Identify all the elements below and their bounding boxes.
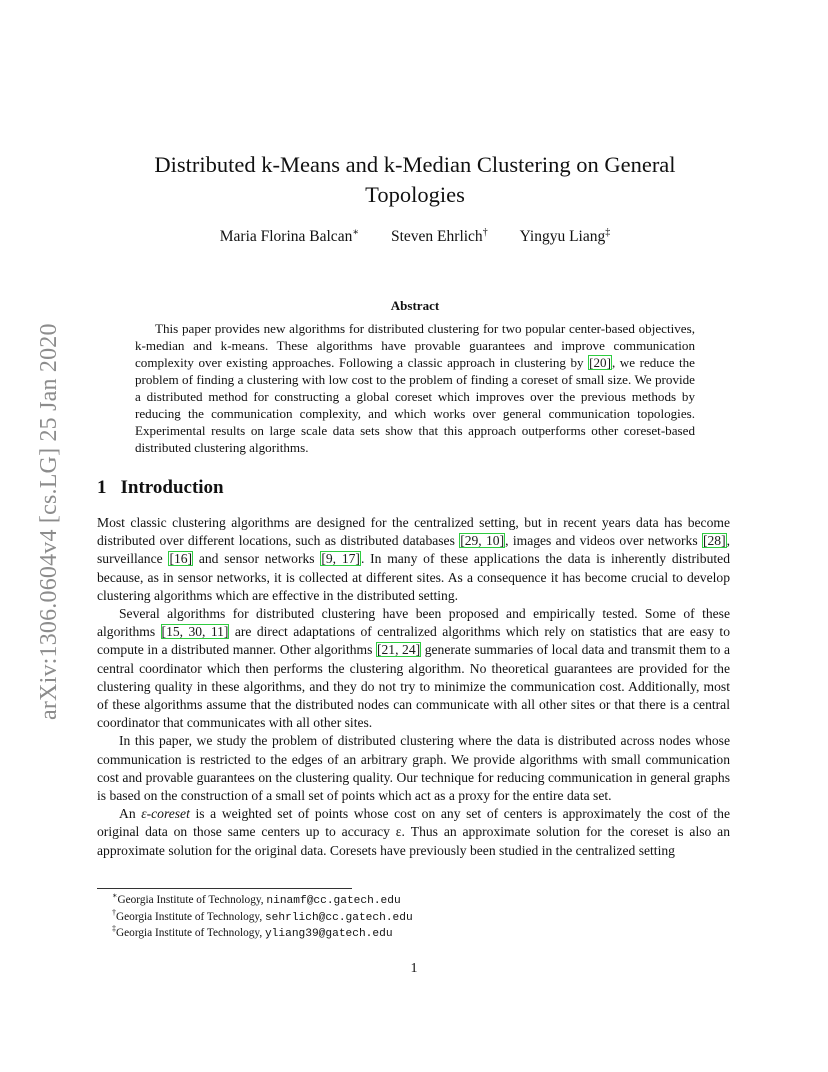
paragraph-1 xyxy=(97,514,730,605)
author-name: Steven Ehrlich xyxy=(391,228,483,245)
text: Most classic clustering algorithms are designed for the centralized setting, but in recent years data has become distributed over different locations, such as distributed databases xyxy=(97,515,730,549)
paragraph-4 xyxy=(97,805,730,860)
title-line-2: Topologies xyxy=(365,182,465,207)
footnote-3 xyxy=(112,926,413,943)
coreset-term: ε-coreset xyxy=(141,806,190,822)
citation-link[interactable]: [9, 17] xyxy=(321,551,360,567)
email-link[interactable]: yliang39@gatech.edu xyxy=(264,928,393,940)
paper-title xyxy=(100,150,730,210)
author-3 xyxy=(520,228,611,245)
text: are direct adaptations of centralized algorithms which rely on statistics that are easy to compute in a distributed manner. Other algorithms xyxy=(97,624,730,658)
text: Several algorithms for distributed clustering have been proposed and empirically tested. Some of these algorithms xyxy=(97,606,730,640)
footnote-affiliation: Georgia Institute of Technology, xyxy=(116,927,265,939)
email-link[interactable]: ninamf@cc.gatech.edu xyxy=(266,895,401,907)
footnote-mark: ∗ xyxy=(112,891,118,901)
author-name: Maria Florina Balcan xyxy=(219,228,353,245)
abstract-text: This paper provides new algorithms for distributed clustering for two popular center-based objectives, k-median and k-means. These algorithms have provable guarantees and improve communication complexity over existing approaches. Following a classic approach in clustering by xyxy=(135,321,695,370)
footnote-affiliation: Georgia Institute of Technology, xyxy=(117,894,267,906)
author-mark: ∗ xyxy=(352,226,360,238)
text: , images and videos over networks xyxy=(505,533,702,549)
footnote-rule xyxy=(97,888,352,889)
abstract-paragraph xyxy=(135,320,695,456)
section-title: Introduction xyxy=(120,477,224,498)
arxiv-stamp: arXiv:1306.0604v4 [cs.LG] 25 Jan 2020 xyxy=(36,323,62,720)
abstract xyxy=(135,320,695,456)
text: generate summaries of local data and transmit them to a central coordinator which then performs the clustering algorithm. No theoretical guarantees are provided for the clustering quality in these algorithms, and they do not try to minimize the communication cost. Additionally, most of these algorithms assume that the distributed nodes can communicate with all other sites or that there is a central coordinator that communicates with all other sites. xyxy=(97,642,731,731)
citation-link[interactable]: [16] xyxy=(169,551,193,567)
text: , surveillance xyxy=(97,533,731,567)
text: An xyxy=(119,806,142,822)
author-name: Yingyu Liang xyxy=(519,228,606,245)
author-mark: † xyxy=(482,226,488,238)
author-2 xyxy=(391,228,488,245)
body-text xyxy=(97,514,730,860)
citation-link[interactable]: [21, 24] xyxy=(376,642,421,658)
footnote-1 xyxy=(112,893,413,910)
citation-link[interactable]: [20] xyxy=(589,355,611,370)
citation-link[interactable]: [15, 30, 11] xyxy=(161,624,229,640)
author-1 xyxy=(220,228,359,245)
paragraph-2 xyxy=(97,605,730,732)
abstract-text: , we reduce the problem of finding a clustering with low cost to the problem of finding a coreset of small size. We provide a distributed method for constructing a global coreset which improves over the previous methods by reducing the communication complexity, and which works over general communication topologies. Experimental results on large scale data sets show that this approach outperforms other coreset-based distributed clustering algorithms. xyxy=(135,355,695,455)
footnote-2 xyxy=(112,907,413,927)
author-mark: ‡ xyxy=(605,226,611,238)
footnote-affiliation: Georgia Institute of Technology, xyxy=(116,910,265,923)
footnotes xyxy=(112,893,413,943)
citation-link[interactable]: [28] xyxy=(702,533,726,549)
citation-link[interactable]: [29, 10] xyxy=(460,533,505,549)
page-number: 1 xyxy=(410,961,418,976)
title-line-1: Distributed k-Means and k-Median Clustering on General xyxy=(154,152,676,177)
abstract-heading: Abstract xyxy=(390,298,440,313)
section-heading xyxy=(97,477,224,499)
text: . In many of these applications the data is inherently distributed because, as in sensor networks, it is collected at different sites. As a consequence it has become crucial to develop clustering algorithms which are effective in the distributed setting. xyxy=(97,551,730,603)
section-number: 1 xyxy=(97,477,107,498)
email-link[interactable]: sehrlich@cc.gatech.edu xyxy=(264,911,413,924)
text: is a weighted set of points whose cost on any set of centers is approximately the cost of the original data on those same centers up to accuracy ε. Thus an approximate solution for the coreset is also an approximate solution for the original data. Coresets have previously been studied in the centralized setting xyxy=(97,806,730,858)
text: and sensor networks xyxy=(193,551,321,567)
author-list xyxy=(100,228,730,246)
footnote-mark: † xyxy=(112,907,116,917)
footnote-mark: ‡ xyxy=(112,924,116,934)
paragraph-3: In this paper, we study the problem of distributed clustering where the data is distributed across nodes whose communication is restricted to the edges of an arbitrary graph. We provide algorithms with small communication cost and provable guarantees on the clustering quality. Our technique for reducing communication in general graphs is based on the construction of a small set of points which act as a proxy for the entire data set. xyxy=(97,733,730,804)
